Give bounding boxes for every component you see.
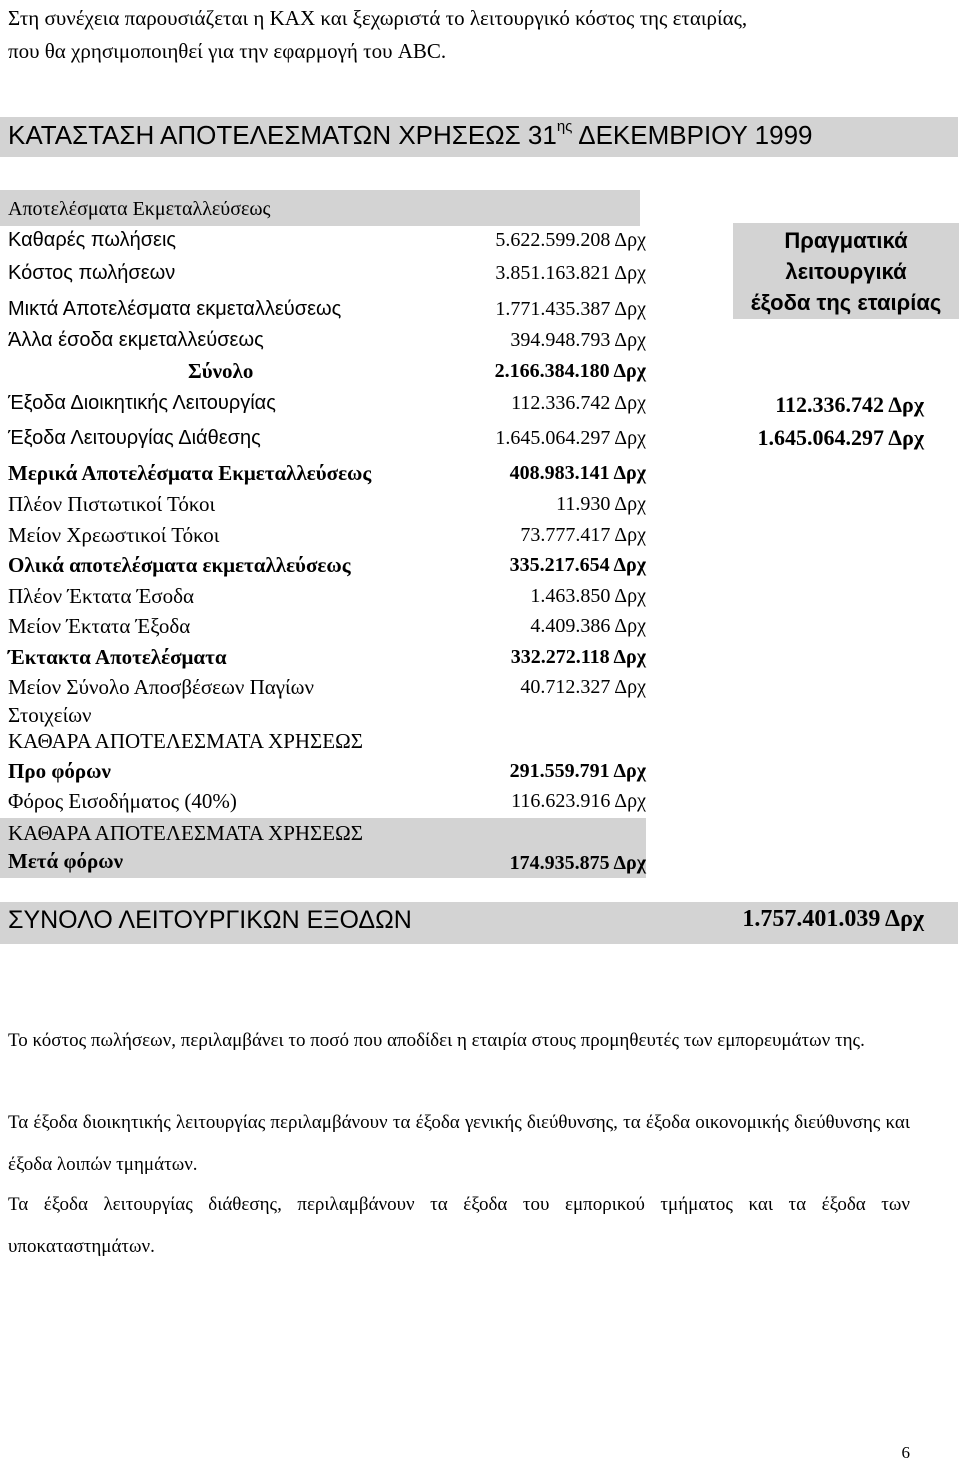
row-label-extraordinary-results: Έκτακτα Αποτελέσματα: [8, 645, 227, 669]
row-label-net-results-heading-2: ΚΑΘΑΡΑ ΑΠΟΤΕΛΕΣΜΑΤΑ ΧΡΗΣΕΩΣ: [8, 821, 363, 845]
row-value-gross-results: 1.771.435.387 Δρχ: [495, 298, 646, 320]
paragraph-admin-expenses: Τα έξοδα διοικητικής λειτουργίας περιλαμβάνουν τα έξοδα γενικής διεύθυνσης, τα έξοδα οικονομικής διεύθυνσης και έξοδα λοιπών τμημάτων.: [8, 1112, 910, 1175]
row-label-depreciation: Μείον Σύνολο Αποσβέσεων Παγίων: [8, 675, 314, 699]
row-value-extraordinary-expenses: 4.409.386 Δρχ: [530, 615, 646, 637]
operating-costs-heading-line-3: έξοδα της εταιρίας: [750, 290, 942, 315]
row-value-income-tax: 116.623.916 Δρχ: [511, 790, 646, 812]
operating-costs-heading: [733, 225, 959, 318]
row-label-distribution-expenses: Έξοδα Λειτουργίας Διάθεσης: [8, 427, 261, 449]
paragraph-cost-of-sales: Το κόστος πωλήσεων, περιλαμβάνει το ποσό που αποδίδει η εταιρία στους προμηθευτές των εμπορευμάτων της.: [8, 1030, 865, 1051]
operating-costs-admin-value: 112.336.742 Δρχ: [775, 392, 924, 417]
row-label-admin-expenses: Έξοδα Διοικητικής Λειτουργίας: [8, 392, 276, 414]
row-label-after-tax: Μετά φόρων: [8, 849, 124, 873]
row-label-depreciation-cont: Στοιχείων: [8, 703, 92, 727]
row-value-distribution-expenses: 1.645.064.297 Δρχ: [495, 427, 646, 449]
intro-text: [8, 2, 938, 68]
title-superscript: ης: [556, 118, 573, 135]
operating-costs-heading-line-1: Πραγματικά: [784, 228, 908, 253]
row-label-net-sales: Καθαρές πωλήσεις: [8, 229, 177, 251]
row-value-cost-of-sales: 3.851.163.821 Δρχ: [495, 262, 646, 284]
row-value-partial-results: 408.983.141 Δρχ: [509, 462, 646, 484]
row-value-credit-interest: 11.930 Δρχ: [556, 493, 646, 515]
intro-line-1: Στη συνέχεια παρουσιάζεται η ΚΑΧ και ξεχωριστά το λειτουργικό κόστος της εταιρίας,: [8, 6, 748, 30]
title-tail: ΔΕΚΕΜΒΡΙΟΥ 1999: [572, 120, 813, 150]
page-number: 6: [901, 1443, 910, 1462]
row-value-admin-expenses: 112.336.742 Δρχ: [511, 392, 646, 414]
row-value-total-operating-results: 335.217.654 Δρχ: [509, 554, 646, 576]
row-value-other-income: 394.948.793 Δρχ: [510, 329, 646, 351]
row-label-partial-results: Μερικά Αποτελέσματα Εκμεταλλεύσεως: [8, 461, 372, 485]
row-value-debit-interest: 73.777.417 Δρχ: [520, 524, 646, 546]
row-label-income-tax: Φόρος Εισοδήματος (40%): [8, 789, 237, 813]
row-value-extraordinary-income: 1.463.850 Δρχ: [530, 585, 646, 607]
statement-title: [8, 120, 813, 151]
row-label-cost-of-sales: Κόστος πωλήσεων: [8, 262, 176, 284]
row-label-other-income: Άλλα έσοδα εκμεταλλεύσεως: [8, 329, 264, 351]
row-value-before-tax: 291.559.791 Δρχ: [509, 760, 646, 782]
row-label-extraordinary-income: Πλέον Έκτατα Έσοδα: [8, 584, 194, 608]
row-value-net-sales: 5.622.599.208 Δρχ: [495, 229, 646, 251]
row-value-depreciation: 40.712.327 Δρχ: [520, 676, 646, 698]
total-operating-costs-label: ΣΥΝΟΛΟ ΛΕΙΤΟΥΡΓΙΚΩΝ ΕΞΟΔΩΝ: [8, 906, 412, 934]
title-main: ΚΑΤΑΣΤΑΣΗ ΑΠΟΤΕΛΕΣΜΑΤΩΝ ΧΡΗΣΕΩΣ 31: [8, 120, 557, 150]
row-label-subtotal: Σύνολο: [188, 359, 254, 383]
section-heading: Αποτελέσματα Εκμεταλλεύσεως: [8, 198, 271, 220]
row-label-gross-results: Μικτά Αποτελέσματα εκμεταλλεύσεως: [8, 298, 342, 320]
row-value-after-tax: 174.935.875 Δρχ: [509, 852, 646, 874]
paragraph-distribution-expenses: Τα έξοδα λειτουργίας διάθεσης, περιλαμβάνουν τα έξοδα του εμπορικού τμήματος και τα έξοδα των υποκαταστημάτων.: [8, 1194, 910, 1257]
row-label-extraordinary-expenses: Μείον Έκτατα Έξοδα: [8, 614, 191, 638]
row-label-net-results-heading: ΚΑΘΑΡΑ ΑΠΟΤΕΛΕΣΜΑΤΑ ΧΡΗΣΕΩΣ: [8, 729, 363, 753]
row-label-total-operating-results: Ολικά αποτελέσματα εκμεταλλεύσεως: [8, 553, 351, 577]
row-label-before-tax: Προ φόρων: [8, 759, 111, 783]
row-value-extraordinary-results: 332.272.118 Δρχ: [510, 646, 646, 668]
row-label-debit-interest: Μείον Χρεωστικοί Τόκοι: [8, 523, 220, 547]
total-operating-costs-value: 1.757.401.039 Δρχ: [742, 906, 924, 932]
operating-costs-heading-line-2: λειτουργικά: [785, 259, 907, 284]
row-label-credit-interest: Πλέον Πιστωτικοί Τόκοι: [8, 492, 216, 516]
intro-line-2: που θα χρησιμοποιηθεί για την εφαρμογή του ABC.: [8, 39, 447, 63]
operating-costs-distribution-value: 1.645.064.297 Δρχ: [757, 425, 924, 450]
row-value-subtotal: 2.166.384.180 Δρχ: [494, 360, 646, 382]
